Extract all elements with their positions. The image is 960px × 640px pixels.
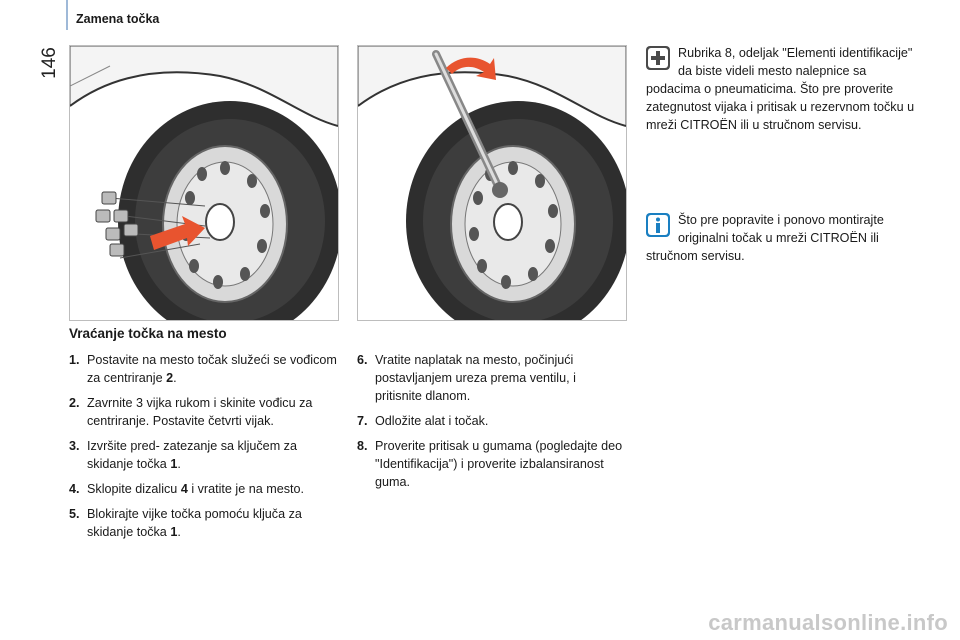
step-number: 2. [69, 396, 80, 410]
step-suffix: i vratite je na mesto. [187, 482, 305, 496]
step-suffix: . [177, 457, 181, 471]
step-number: 8. [357, 439, 368, 453]
step-number: 1. [69, 353, 80, 367]
step-item [69, 505, 339, 541]
step-number: 5. [69, 507, 80, 521]
step-reference: 4 [180, 482, 188, 496]
step-text: Proverite pritisak u gumama (pogledajte deo "Identifikacija") i proverite izbalansiranost guma. [375, 439, 623, 489]
step-reference: 2 [166, 371, 174, 385]
step-reference: 1 [170, 525, 178, 539]
step-text: Vratite naplatak na mesto, počinjući postavljanjem ureza prema ventilu, i pritisnite dlanom. [375, 353, 576, 403]
step-text: Postavite na mesto točak služeći se vođicom za centriranje [87, 353, 337, 385]
accent-bar [66, 0, 68, 30]
step-item [357, 351, 623, 405]
wheel-wrench-illustration [358, 46, 626, 320]
info-icon [646, 213, 670, 237]
step-text: Izvršite pred- zatezanje sa ključem za skidanje točka [87, 439, 297, 471]
wheel-tighten-figure [357, 45, 627, 321]
plus-icon [646, 46, 670, 70]
info-note [646, 211, 916, 265]
steps-list-right [357, 351, 623, 498]
wheel-bolts-illustration [70, 46, 338, 320]
step-text: Sklopite dizalicu [87, 482, 181, 496]
step-text: Odložite alat i točak. [375, 414, 489, 428]
step-reference: 1 [170, 457, 178, 471]
step-item [69, 394, 339, 430]
section-heading: Vraćanje točka na mesto [69, 326, 227, 341]
wheel-remount-figure [69, 45, 339, 321]
step-text: Zavrnite 3 vijka rukom i skinite vođicu za centriranje. Postavite četvrti vijak. [87, 396, 313, 428]
step-item [69, 351, 339, 387]
step-text: Blokirajte vijke točka pomoću ključa za skidanje točka [87, 507, 302, 539]
step-suffix: . [173, 371, 177, 385]
step-suffix: . [177, 525, 181, 539]
step-item [357, 412, 623, 430]
plus-note-text: Rubrika 8, odeljak "Elementi identifikacije" da biste videli mesto nalepnice sa podacima o pneumaticima. Što pre proverite zategnutost vijaka i pritisak u rezervnom točku u mreži CITROËN ili u stručnom servisu. [646, 46, 915, 132]
step-number: 3. [69, 439, 80, 453]
page-number: 146 [38, 47, 60, 79]
step-number: 7. [357, 414, 368, 428]
step-item [357, 437, 623, 491]
watermark: carmanualsonline.info [708, 610, 948, 635]
step-item [69, 437, 339, 473]
step-item [69, 480, 339, 498]
step-number: 4. [69, 482, 80, 496]
step-number: 6. [357, 353, 368, 367]
info-note-text: Što pre popravite i ponovo montirajte originalni točak u mreži CITROËN ili stručnom servisu. [646, 213, 884, 263]
plus-note [646, 44, 916, 134]
steps-list-left [69, 351, 339, 548]
section-title: Zamena točka [76, 12, 160, 26]
